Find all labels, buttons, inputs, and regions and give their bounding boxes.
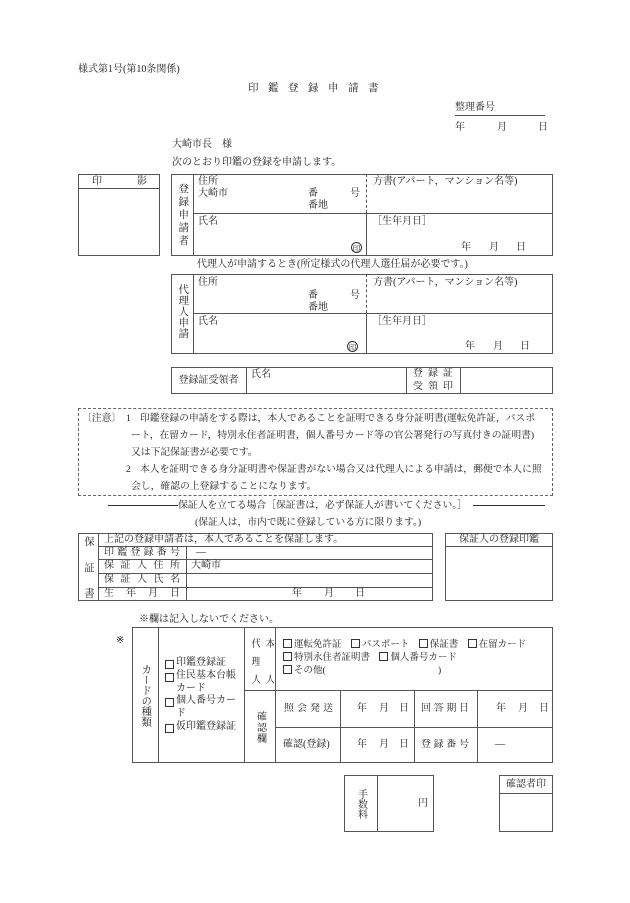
agent-applicant-label: 代理人: [249, 638, 260, 684]
guarantee-row-label: 保証人住所: [104, 560, 180, 571]
agent-birth-day: 日: [520, 341, 530, 352]
applicant-name-label: 氏名: [198, 216, 218, 227]
divider: [275, 627, 276, 763]
seal-mark-icon: 印: [352, 244, 361, 253]
confirmed-month: 月: [379, 739, 389, 750]
form-number: 様式第1号(第10条関係): [78, 64, 180, 75]
divider: [98, 533, 99, 601]
addressee: 大崎市長 様: [172, 139, 232, 150]
applicant-city: 大崎市: [198, 188, 228, 199]
divider: [246, 367, 247, 394]
id-doc-other-close: ): [438, 666, 442, 676]
checkbox[interactable]: [283, 665, 292, 674]
applicant-banchi: 番地: [308, 200, 328, 211]
agent-address-label: 住所: [198, 277, 218, 288]
checkbox[interactable]: [468, 639, 477, 648]
receipt-name-label: 氏名: [251, 369, 271, 380]
id-doc-label: 運転免許証: [294, 640, 342, 650]
applicant-name-input[interactable]: [196, 229, 336, 254]
divider: [78, 188, 160, 189]
checkbox[interactable]: [351, 639, 360, 648]
card-type-option-label: 住民基本台帳カード: [176, 669, 236, 694]
checkbox[interactable]: [419, 639, 428, 648]
applicant-ban: 番: [308, 188, 318, 199]
id-doc-row: [283, 665, 441, 677]
id-doc-option[interactable]: [419, 640, 459, 650]
heading-rule: [108, 505, 178, 506]
checkbox[interactable]: [165, 673, 174, 682]
agent-birth-month: 月: [493, 341, 503, 352]
receipt-name-input[interactable]: [249, 381, 404, 393]
impression-label-left: 印: [92, 176, 102, 187]
guarantee-row-value[interactable]: —: [196, 547, 206, 558]
card-type-option[interactable]: [165, 721, 239, 734]
reply-due-year: 年: [496, 703, 506, 714]
checkbox[interactable]: [283, 639, 292, 648]
guarantor-subheading: (保証人は，市内で既に登録している方に限ります。): [195, 517, 422, 528]
notice-line: 印鑑登録の申請をする際は，本人であることを証明できる身分証明書(運転免許証，パスポ: [140, 413, 536, 424]
fee-label: 手数料: [355, 788, 367, 819]
guarantor-seal-label: 保証人の登録印鑑: [459, 533, 539, 545]
confirm-column-label: 確認欄: [254, 710, 266, 744]
agent-name-input[interactable]: [196, 329, 336, 352]
receipt-label: 登録証受領者: [178, 374, 239, 386]
agent-section-label: 代理人申請: [177, 283, 189, 339]
divider: [366, 213, 367, 256]
agent-address-input[interactable]: [196, 275, 364, 312]
card-type-option[interactable]: [165, 657, 239, 670]
inquiry-sent-day: 日: [399, 703, 409, 714]
card-type-option[interactable]: [165, 695, 239, 721]
office-use-note: ※欄は記入しないでください。: [139, 614, 279, 625]
page-title: 印鑑登録申請書: [248, 83, 388, 94]
guarantee-row-label: 保証人氏名: [104, 574, 180, 585]
id-doc-label: 特別永住者証明書: [294, 653, 371, 663]
date-day: 日: [538, 122, 548, 133]
divider: [460, 367, 461, 394]
date-month: 月: [497, 122, 507, 133]
agent-banchi: 番地: [308, 302, 328, 313]
confirmed-day: 日: [399, 739, 409, 750]
applicant-address-label: 住所: [198, 176, 218, 187]
reg-number-value[interactable]: —: [495, 739, 505, 750]
notice-line: ート，在留カード，特別永住者証明書，個人番号カード等の官公署発行の写真付きの証明書): [131, 430, 535, 441]
id-doc-label: その他(: [294, 666, 326, 676]
confirmed-year: 年: [357, 739, 367, 750]
applicant-building-input[interactable]: [368, 189, 551, 212]
checkbox[interactable]: [165, 660, 174, 669]
reg-number-label: 登録番号: [421, 739, 469, 750]
asterisk-mark: ※: [116, 635, 125, 646]
self-applicant-label: 本人: [263, 638, 274, 684]
divider: [366, 274, 367, 313]
id-doc-option[interactable]: [283, 640, 342, 650]
checkbox[interactable]: [379, 652, 388, 661]
reply-due-day: 日: [539, 703, 549, 714]
guarantee-row-label: 生年月日: [104, 588, 180, 599]
checkbox[interactable]: [283, 652, 292, 661]
applicant-birth-label: ［生年月日］: [372, 216, 432, 227]
impression-label-right: 影: [137, 176, 147, 187]
guarantee-statement: 上記の登録申請者は，本人であることを保証します。: [104, 534, 344, 545]
notice-item-1-number: 1: [126, 413, 131, 424]
inquiry-sent-label: 照会発送: [284, 703, 333, 714]
notice-item-2-number: 2: [126, 464, 131, 475]
agent-name-label: 氏名: [198, 316, 218, 327]
inquiry-sent-year: 年: [357, 703, 367, 714]
id-doc-row: [283, 639, 526, 651]
id-doc-row: [283, 652, 457, 664]
applicant-go: 号: [350, 188, 360, 199]
applicant-birth-year: 年: [461, 242, 471, 253]
divider: [366, 313, 367, 354]
applicant-birth-day: 日: [516, 242, 526, 253]
confirmer-label: 確認者印: [506, 778, 546, 790]
reply-due-month: 月: [518, 703, 528, 714]
divider: [193, 213, 553, 214]
id-doc-option[interactable]: [379, 653, 457, 663]
divider: [406, 367, 407, 394]
checkbox[interactable]: [165, 724, 174, 733]
seal-mark-icon: 印: [348, 343, 357, 352]
applicant-address-input[interactable]: [196, 175, 364, 212]
agent-birth-label: ［生年月日］: [372, 316, 432, 327]
agent-building-label: 方書(アパート，マンション名等): [373, 277, 518, 288]
id-doc-label: 保証書: [429, 640, 459, 650]
notice-line: 本人を証明できる身分証明書や保証書がない場合又は代理人による申請は，郵便で本人に照: [140, 464, 542, 475]
guarantee-section-label: 保証書: [83, 536, 94, 598]
checkbox[interactable]: [165, 698, 174, 707]
divider: [193, 313, 553, 314]
receipt-seal-input[interactable]: [462, 368, 551, 393]
fee-unit: 円: [418, 798, 428, 809]
agent-go: 号: [350, 290, 360, 301]
divider: [244, 690, 553, 691]
applicant-birth-month: 月: [489, 242, 499, 253]
inquiry-sent-month: 月: [379, 703, 389, 714]
receipt-seal-label-1: 登録証: [413, 368, 453, 379]
guarantor-heading: [108, 500, 545, 512]
divider: [445, 546, 553, 547]
intro-text: 次のとおり印鑑の登録を申請します。: [172, 157, 342, 168]
card-type-option-label: 仮印鑑登録証: [176, 720, 236, 732]
divider: [340, 690, 341, 763]
divider: [193, 174, 194, 256]
fee-amount-input[interactable]: [378, 776, 416, 831]
guarantee-birth-month: 月: [324, 588, 334, 599]
guarantee-row-value[interactable]: [191, 574, 429, 586]
applicant-building-label: 方書(アパート，マンション名等): [373, 176, 518, 187]
id-doc-option[interactable]: [351, 640, 410, 650]
card-type-list: [165, 657, 239, 734]
notice-line: 又は下記保証書が必要です。: [131, 447, 258, 458]
guarantor-heading-text: 保証人を立てる場合［保証書は，必ず保証人が書いてください。］: [178, 500, 468, 511]
card-type-option-label: 印鑑登録証: [176, 657, 226, 668]
id-doc-option[interactable]: [283, 653, 370, 663]
card-type-option[interactable]: [165, 670, 239, 696]
notice-line: 会し，確認の上登録することになります。: [131, 481, 317, 492]
date-year: 年: [455, 122, 465, 133]
notice-prefix: 〔注意〕: [82, 413, 122, 424]
id-doc-label: パスポート: [361, 640, 410, 650]
divider: [158, 627, 159, 763]
id-doc-option[interactable]: [468, 640, 527, 650]
id-doc-label: 在留カード: [478, 640, 527, 650]
agent-ban: 番: [308, 290, 318, 301]
ref-number-label: 整理番号: [455, 102, 495, 113]
divider: [366, 174, 367, 213]
applicant-section-label: 登録申請者: [177, 182, 189, 248]
id-doc-label: 個人番号カード: [390, 653, 457, 663]
ref-number-field[interactable]: [455, 102, 545, 116]
divider: [477, 690, 478, 763]
guarantee-birth-year: 年: [292, 588, 302, 599]
impression-box[interactable]: [78, 174, 160, 256]
divider: [193, 274, 194, 354]
confirmed-label: 確認(登録): [283, 739, 330, 750]
receipt-seal-label-2: 受領印: [413, 381, 453, 392]
guarantee-row-value[interactable]: 大崎市: [191, 560, 221, 571]
agent-building-input[interactable]: [368, 290, 551, 312]
card-type-label: カードの種類: [140, 663, 152, 727]
reply-due-label: 回答期日: [421, 703, 469, 714]
guarantee-row-label: 印鑑登録番号: [104, 547, 180, 558]
divider: [499, 793, 553, 794]
heading-rule: [473, 505, 545, 506]
guarantee-birth-day: 日: [355, 588, 365, 599]
card-type-option-label: 個人番号カード: [176, 695, 236, 720]
id-doc-option[interactable]: [283, 666, 326, 676]
agent-note: 代理人が申請するとき(所定様式の代理人選任届が必要です。): [197, 259, 468, 270]
agent-birth-year: 年: [465, 341, 475, 352]
divider: [414, 690, 415, 763]
